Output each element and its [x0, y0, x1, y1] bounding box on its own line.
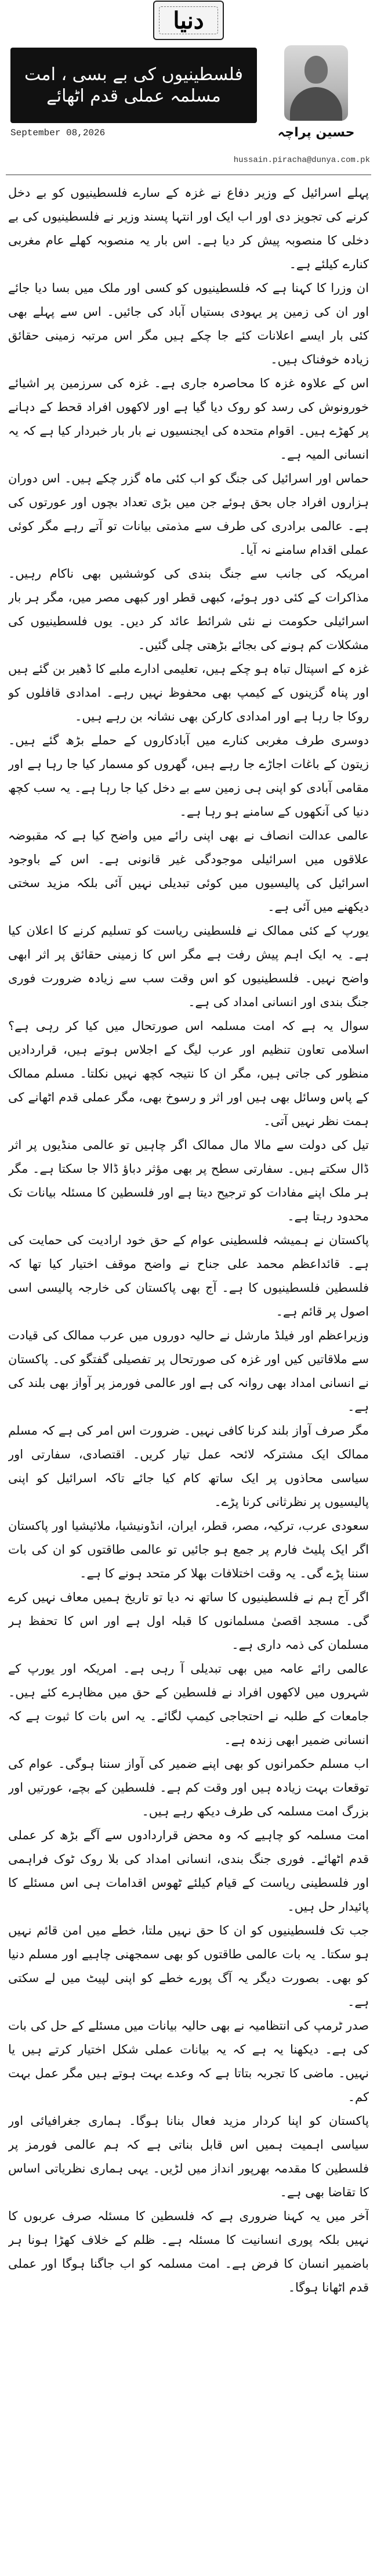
article-paragraph: امت مسلمہ کو چاہیے کہ وہ محض قراردادوں سے آگے بڑھ کر عملی قدم اٹھائے۔ فوری جنگ بندی، انسانی امداد کی بلا روک ٹوک فراہمی اور فلسطینی ریاست کے قیام کیلئے ٹھوس اقدامات ہی اس مسئلے کا پائیدار حل ہیں۔: [8, 1828, 369, 1914]
publish-date: September 08,2026: [10, 128, 106, 138]
header-divider: [6, 174, 371, 175]
article-paragraph: عالمی رائے عامہ میں بھی تبدیلی آ رہی ہے۔ امریکہ اور یورپ کے شہروں میں لاکھوں افراد نے فلسطین کے حق میں مظاہرے کئے ہیں۔ جامعات کے طلبہ نے احتجاجی کیمپ لگائے۔ یہ اس بات کا ثبوت ہے کہ انسانی ضمیر ابھی زندہ ہے۔: [8, 1662, 369, 1747]
article-paragraph: ان وزرا کا کہنا ہے کہ فلسطینیوں کو کسی اور ملک میں بسا دیا جائے اور ان کی زمین پر یہودی بستیاں آباد کی جائیں۔ اس سے پہلے بھی کئی بار ایسے اعلانات کئے جا چکے ہیں مگر اس مرتبہ زمینی حقائق زیادہ خوفناک ہیں۔: [8, 281, 369, 366]
article-paragraph: اب مسلم حکمرانوں کو بھی اپنے ضمیر کی آواز سننا ہوگی۔ عوام کی توقعات بہت زیادہ ہیں اور وقت کم ہے۔ فلسطین کے بچے، عورتیں اور بزرگ امت مسلمہ کی طرف دیکھ رہے ہیں۔: [8, 1757, 369, 1818]
dateline: [10, 128, 257, 138]
article-paragraph: دوسری طرف مغربی کنارے میں آبادکاروں کے حملے بڑھ گئے ہیں۔ زیتون کے باغات اجاڑے جا رہے ہیں، گھروں کو مسمار کیا جا رہا ہے اور مقامی آبادی کو اپنی ہی زمین سے بے دخل کیا جا رہا ہے۔ یہ سب کچھ دنیا کی آنکھوں کے سامنے ہو رہا ہے۔: [8, 733, 369, 819]
article-paragraph: اگر آج ہم نے فلسطینیوں کا ساتھ نہ دیا تو تاریخ ہمیں معاف نہیں کرے گی۔ مسجد اقصیٰ مسلمانوں کا قبلہ اول ہے اور اس کا تحفظ ہر مسلمان کی ذمہ داری ہے۔: [8, 1590, 369, 1652]
article-paragraph: سعودی عرب، ترکیہ، مصر، قطر، ایران، انڈونیشیا، ملائیشیا اور پاکستان اگر ایک پلیٹ فارم پر جمع ہو جائیں تو عالمی طاقتوں کو ان کی بات سننا پڑے گی۔ یہ وقت اختلافات بھلا کر متحد ہونے کا ہے۔: [8, 1519, 369, 1580]
title-band: [10, 48, 257, 123]
article-paragraph: یورپ کے کئی ممالک نے فلسطینی ریاست کو تسلیم کرنے کا اعلان کیا ہے۔ یہ ایک اہم پیش رفت ہے مگر اس کا زمینی حقائق پر اثر ابھی واضح نہیں۔ فلسطینیوں کو اس وقت سب سے زیادہ ضرورت فوری جنگ بندی اور انسانی امداد کی ہے۔: [8, 924, 369, 1009]
masthead: [0, 0, 377, 41]
article-paragraph: وزیراعظم اور فیلڈ مارشل نے حالیہ دوروں میں عرب ممالک کی قیادت سے ملاقاتیں کیں اور غزہ کی صورتحال پر تفصیلی گفتگو کی۔ پاکستان نے انسانی امداد بھی روانہ کی ہے اور عالمی فورمز پر آواز بھی بلند کی ہے۔: [8, 1328, 369, 1414]
article-paragraph: تیل کی دولت سے مالا مال ممالک اگر چاہیں تو عالمی منڈیوں پر اثر ڈال سکتے ہیں۔ سفارتی سطح پر بھی مؤثر دباؤ ڈالا جا سکتا ہے۔ مگر ہر ملک اپنے مفادات کو ترجیح دیتا ہے اور فلسطین کا مسئلہ بیانات تک محدود رہتا ہے۔: [8, 1138, 369, 1223]
author-box: [261, 45, 371, 150]
article-paragraph: پاکستان نے ہمیشہ فلسطینی عوام کے حق خود ارادیت کی حمایت کی ہے۔ قائداعظم محمد علی جناح نے واضح موقف اختیار کیا تھا کہ فلسطین فلسطینیوں کا ہے۔ آج بھی پاکستان کی خارجہ پالیسی اسی اصول پر قائم ہے۔: [8, 1233, 369, 1318]
newspaper-logo-icon: [153, 1, 224, 40]
article-body: [8, 181, 369, 2568]
article-paragraph: عالمی عدالت انصاف نے بھی اپنی رائے میں واضح کیا ہے کہ مقبوضہ علاقوں میں اسرائیلی موجودگی غیر قانونی ہے۔ اس کے باوجود اسرائیل کی پالیسیوں میں کوئی تبدیلی نہیں آئی بلکہ مزید سختی دیکھنے میں آئی ہے۔: [8, 828, 369, 914]
article-paragraph: آخر میں یہ کہنا ضروری ہے کہ فلسطین کا مسئلہ صرف عربوں کا نہیں بلکہ پوری انسانیت کا مسئلہ ہے۔ ظلم کے خلاف کھڑا ہونا ہر باضمیر انسان کا فرض ہے۔ امت مسلمہ کو اب جاگنا ہوگا اور عملی قدم اٹھانا ہوگا۔: [8, 2209, 369, 2294]
column-title: فلسطینیوں کی بے بسی ، امت مسلمہ عملی قدم اٹھائے: [24, 64, 243, 106]
article-paragraph: غزہ کے اسپتال تباہ ہو چکے ہیں، تعلیمی ادارے ملبے کا ڈھیر بن گئے ہیں اور پناہ گزینوں کے کیمپ بھی محفوظ نہیں رہے۔ امدادی قافلوں کو روکا جا رہا ہے اور امدادی کارکن بھی نشانہ بن رہے ہیں۔: [8, 662, 369, 723]
column-header: [0, 45, 377, 172]
author-photo: [284, 45, 348, 121]
article-paragraph: مگر صرف آواز بلند کرنا کافی نہیں۔ ضرورت اس امر کی ہے کہ مسلم ممالک ایک مشترکہ لائحہ عمل تیار کریں۔ اقتصادی، سفارتی اور سیاسی محاذوں پر ایک ساتھ کام کیا جائے تاکہ اسرائیل کو اپنی پالیسیوں پر نظرثانی کرنا پڑے۔: [8, 1424, 369, 1509]
logo-text: دنیا: [173, 6, 204, 34]
article-paragraph: صدر ٹرمپ کی انتظامیہ نے بھی حالیہ بیانات میں مسئلے کے حل کی بات کی ہے۔ دیکھنا یہ ہے کہ یہ بیانات عملی شکل اختیار کرتے ہیں یا نہیں۔ ماضی کا تجربہ بتاتا ہے کہ وعدے بہت ہوتے ہیں مگر عمل بہت کم۔: [8, 2019, 369, 2104]
author-name: حسین پراچہ: [277, 125, 355, 140]
article-paragraph: حماس اور اسرائیل کی جنگ کو اب کئی ماہ گزر چکے ہیں۔ اس دوران ہزاروں افراد جاں بحق ہوئے جن میں بڑی تعداد بچوں اور عورتوں کی ہے۔ عالمی برادری کی طرف سے مذمتی بیانات تو آتے رہے مگر کوئی عملی اقدام سامنے نہ آیا۔: [8, 471, 369, 557]
author-email[interactable]: hussain.piracha@dunya.com.pk: [233, 156, 370, 165]
article-paragraph: اس کے علاوہ غزہ کا محاصرہ جاری ہے۔ غزہ کی سرزمین پر اشیائے خورونوش کی رسد کو روک دیا گیا ہے اور لاکھوں افراد قحط کے دہانے پر کھڑے ہیں۔ اقوام متحدہ کی ایجنسیوں نے بار بار خبردار کیا ہے کہ یہ انسانی المیہ ہے۔: [8, 376, 369, 462]
article-paragraph: جب تک فلسطینیوں کو ان کا حق نہیں ملتا، خطے میں امن قائم نہیں ہو سکتا۔ یہ بات عالمی طاقتوں کو بھی سمجھنی چاہیے اور مسلم دنیا کو بھی۔ بصورت دیگر یہ آگ پورے خطے کو اپنی لپیٹ میں لے سکتی ہے۔: [8, 1923, 369, 2009]
article-paragraph: پاکستان کو اپنا کردار مزید فعال بنانا ہوگا۔ ہماری جغرافیائی اور سیاسی اہمیت ہمیں اس قابل بناتی ہے کہ ہم عالمی فورمز پر فلسطین کا مقدمہ بھرپور انداز میں لڑیں۔ یہی ہماری نظریاتی اساس کا تقاضا بھی ہے۔: [8, 2114, 369, 2199]
article-paragraph: پہلے اسرائیل کے وزیر دفاع نے غزہ کے سارے فلسطینیوں کو بے دخل کرنے کی تجویز دی اور اب ایک اور انتہا پسند وزیر نے فلسطینیوں کی بے دخلی کا منصوبہ پیش کر دیا ہے۔ اس بار یہ منصوبہ کھلے عام مغربی کنارے کیلئے ہے۔: [8, 186, 369, 271]
article-paragraph: امریکہ کی جانب سے جنگ بندی کی کوششیں بھی ناکام رہیں۔ مذاکرات کے کئی دور ہوئے، کبھی قطر اور کبھی مصر میں، مگر ہر بار اسرائیلی حکومت نے نئی شرائط عائد کر دیں۔ یوں فلسطینیوں کی مشکلات کم ہونے کی بجائے بڑھتی چلی گئیں۔: [8, 567, 369, 652]
article-paragraph: سوال یہ ہے کہ امت مسلمہ اس صورتحال میں کیا کر رہی ہے؟ اسلامی تعاون تنظیم اور عرب لیگ کے اجلاس ہوتے ہیں، قراردادیں منظور کی جاتی ہیں، مگر ان کا نتیجہ کچھ نہیں نکلتا۔ مسلم ممالک کے پاس وسائل بھی ہیں اور اثر و رسوخ بھی، مگر عملی قدم اٹھانے کی ہمت نظر نہیں آتی۔: [8, 1019, 369, 1128]
